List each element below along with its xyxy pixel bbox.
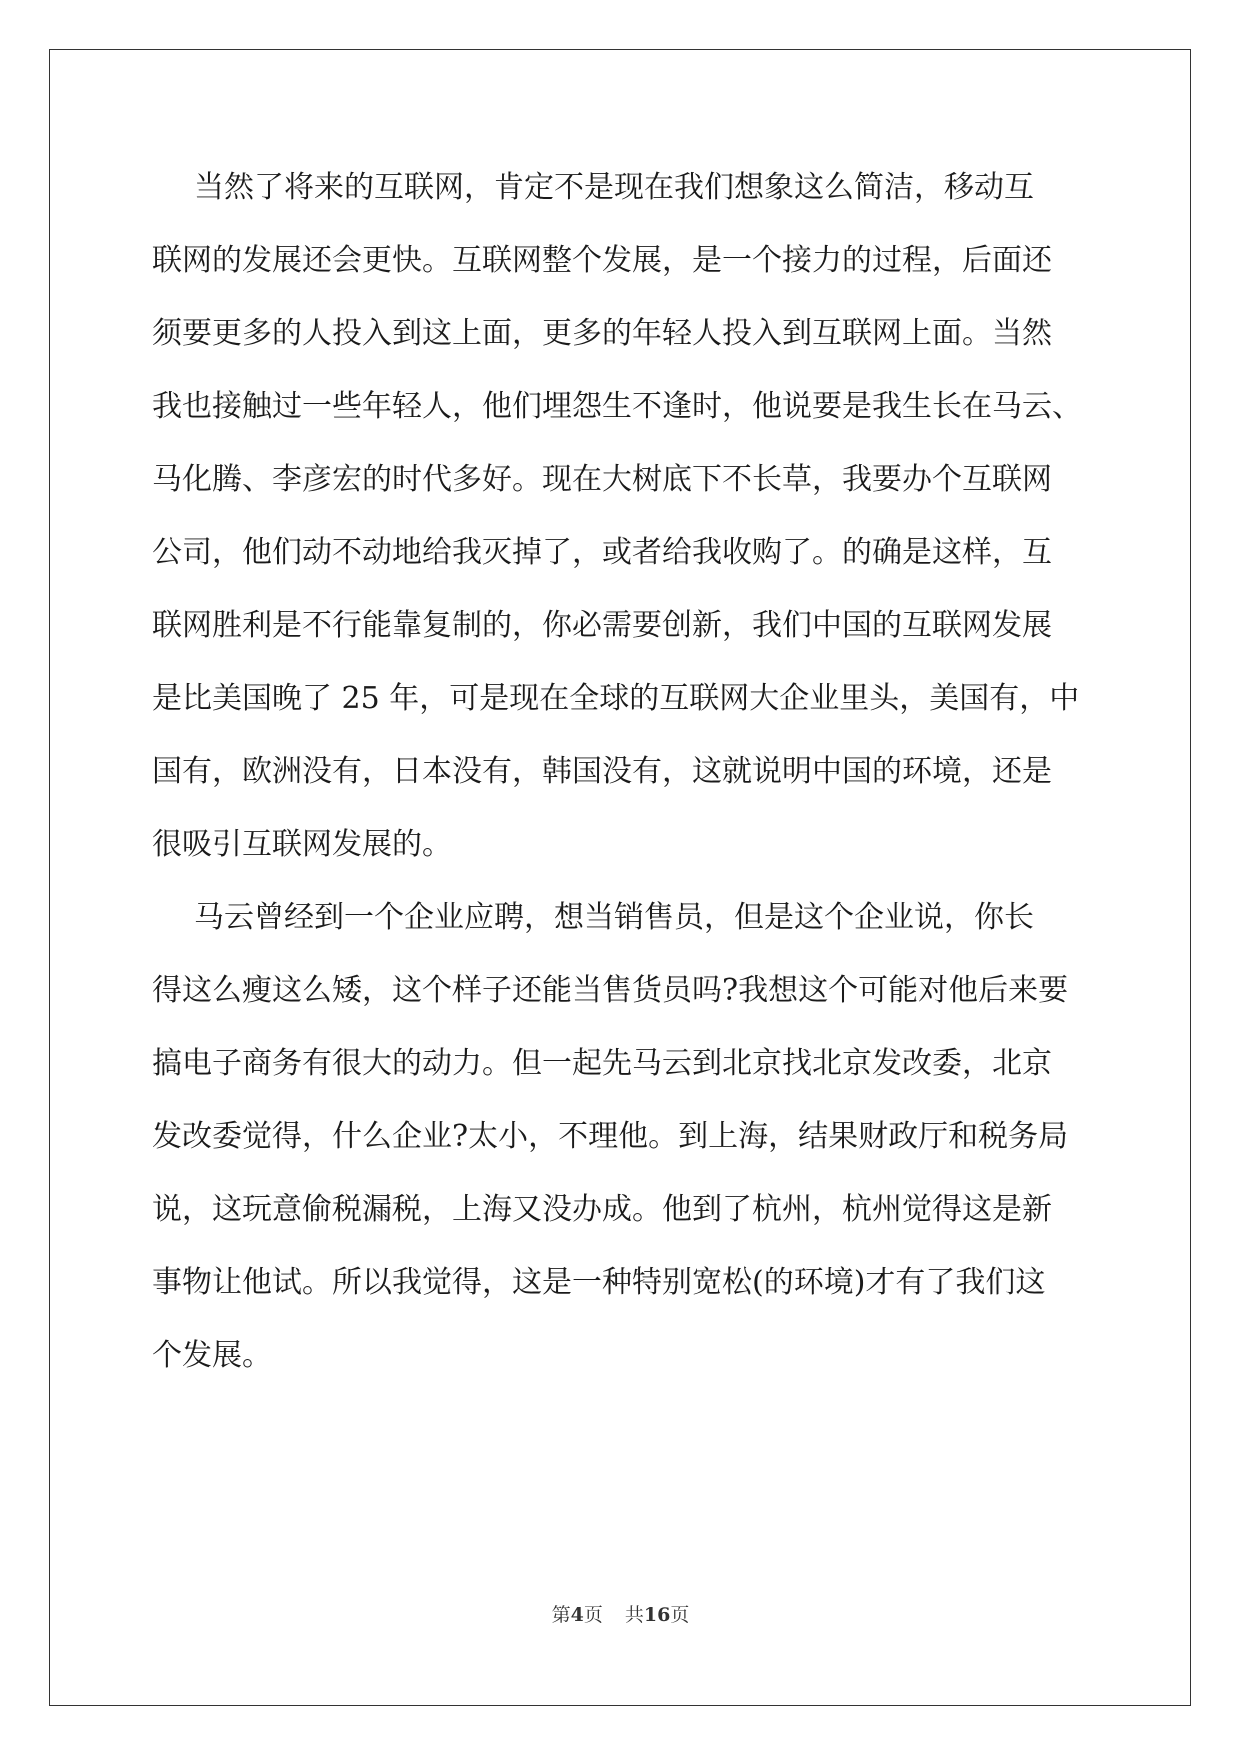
page-total: 16 [643, 1604, 671, 1626]
paragraph-2-line-7: 个发展。 [152, 1338, 272, 1373]
paragraph-1-line-8: 是比美国晚了 25 年，可是现在全球的互联网大企业里头，美国有，中 [152, 681, 1080, 716]
paragraph-1-line-2: 联网的发展还会更快。互联网整个发展，是一个接力的过程，后面还 [152, 243, 1052, 278]
paragraph-1-line-10: 很吸引互联网发展的。 [152, 827, 452, 862]
paragraph-1-line-4: 我也接触过一些年轻人，他们埋怨生不逢时，他说要是我生长在马云、 [152, 389, 1082, 424]
paragraph-2-line-2: 得这么瘦这么矮，这个样子还能当售货员吗?我想这个可能对他后来要 [152, 973, 1069, 1008]
total-suffix: 页 [670, 1604, 690, 1626]
total-prefix: 共 [624, 1604, 644, 1626]
paragraph-2-line-4: 发改委觉得，什么企业?太小，不理他。到上海，结果财政厅和税务局 [152, 1119, 1069, 1154]
paragraph-1-line-6: 公司，他们动不动地给我灭掉了，或者给我收购了。的确是这样，互 [152, 535, 1052, 570]
paragraph-2-line-5: 说，这玩意偷税漏税，上海又没办成。他到了杭州，杭州觉得这是新 [152, 1192, 1052, 1227]
paragraph-2-line-6: 事物让他试。所以我觉得，这是一种特别宽松(的环境)才有了我们这 [152, 1265, 1046, 1300]
paragraph-1-line-3: 须要更多的人投入到这上面，更多的年轻人投入到互联网上面。当然 [152, 316, 1052, 351]
page-suffix: 页 [583, 1604, 603, 1626]
paragraph-1-line-5: 马化腾、李彦宏的时代多好。现在大树底下不长草，我要办个互联网 [152, 462, 1052, 497]
paragraph-2-line-3: 搞电子商务有很大的动力。但一起先马云到北京找北京发改委，北京 [152, 1046, 1052, 1081]
paragraph-1-line-9: 国有，欧洲没有，日本没有，韩国没有，这就说明中国的环境，还是 [152, 754, 1052, 789]
page-border [49, 49, 1191, 1706]
paragraph-1-line-1: 当然了将来的互联网，肯定不是现在我们想象这么简洁，移动互 [194, 170, 1034, 205]
page-footer [0, 1600, 1241, 1627]
paragraph-1-line-7: 联网胜利是不行能靠复制的，你必需要创新，我们中国的互联网发展 [152, 608, 1052, 643]
paragraph-2-line-1: 马云曾经到一个企业应聘，想当销售员，但是这个企业说，你长 [194, 900, 1034, 935]
page-prefix: 第 [551, 1604, 571, 1626]
page-current: 4 [570, 1604, 584, 1626]
